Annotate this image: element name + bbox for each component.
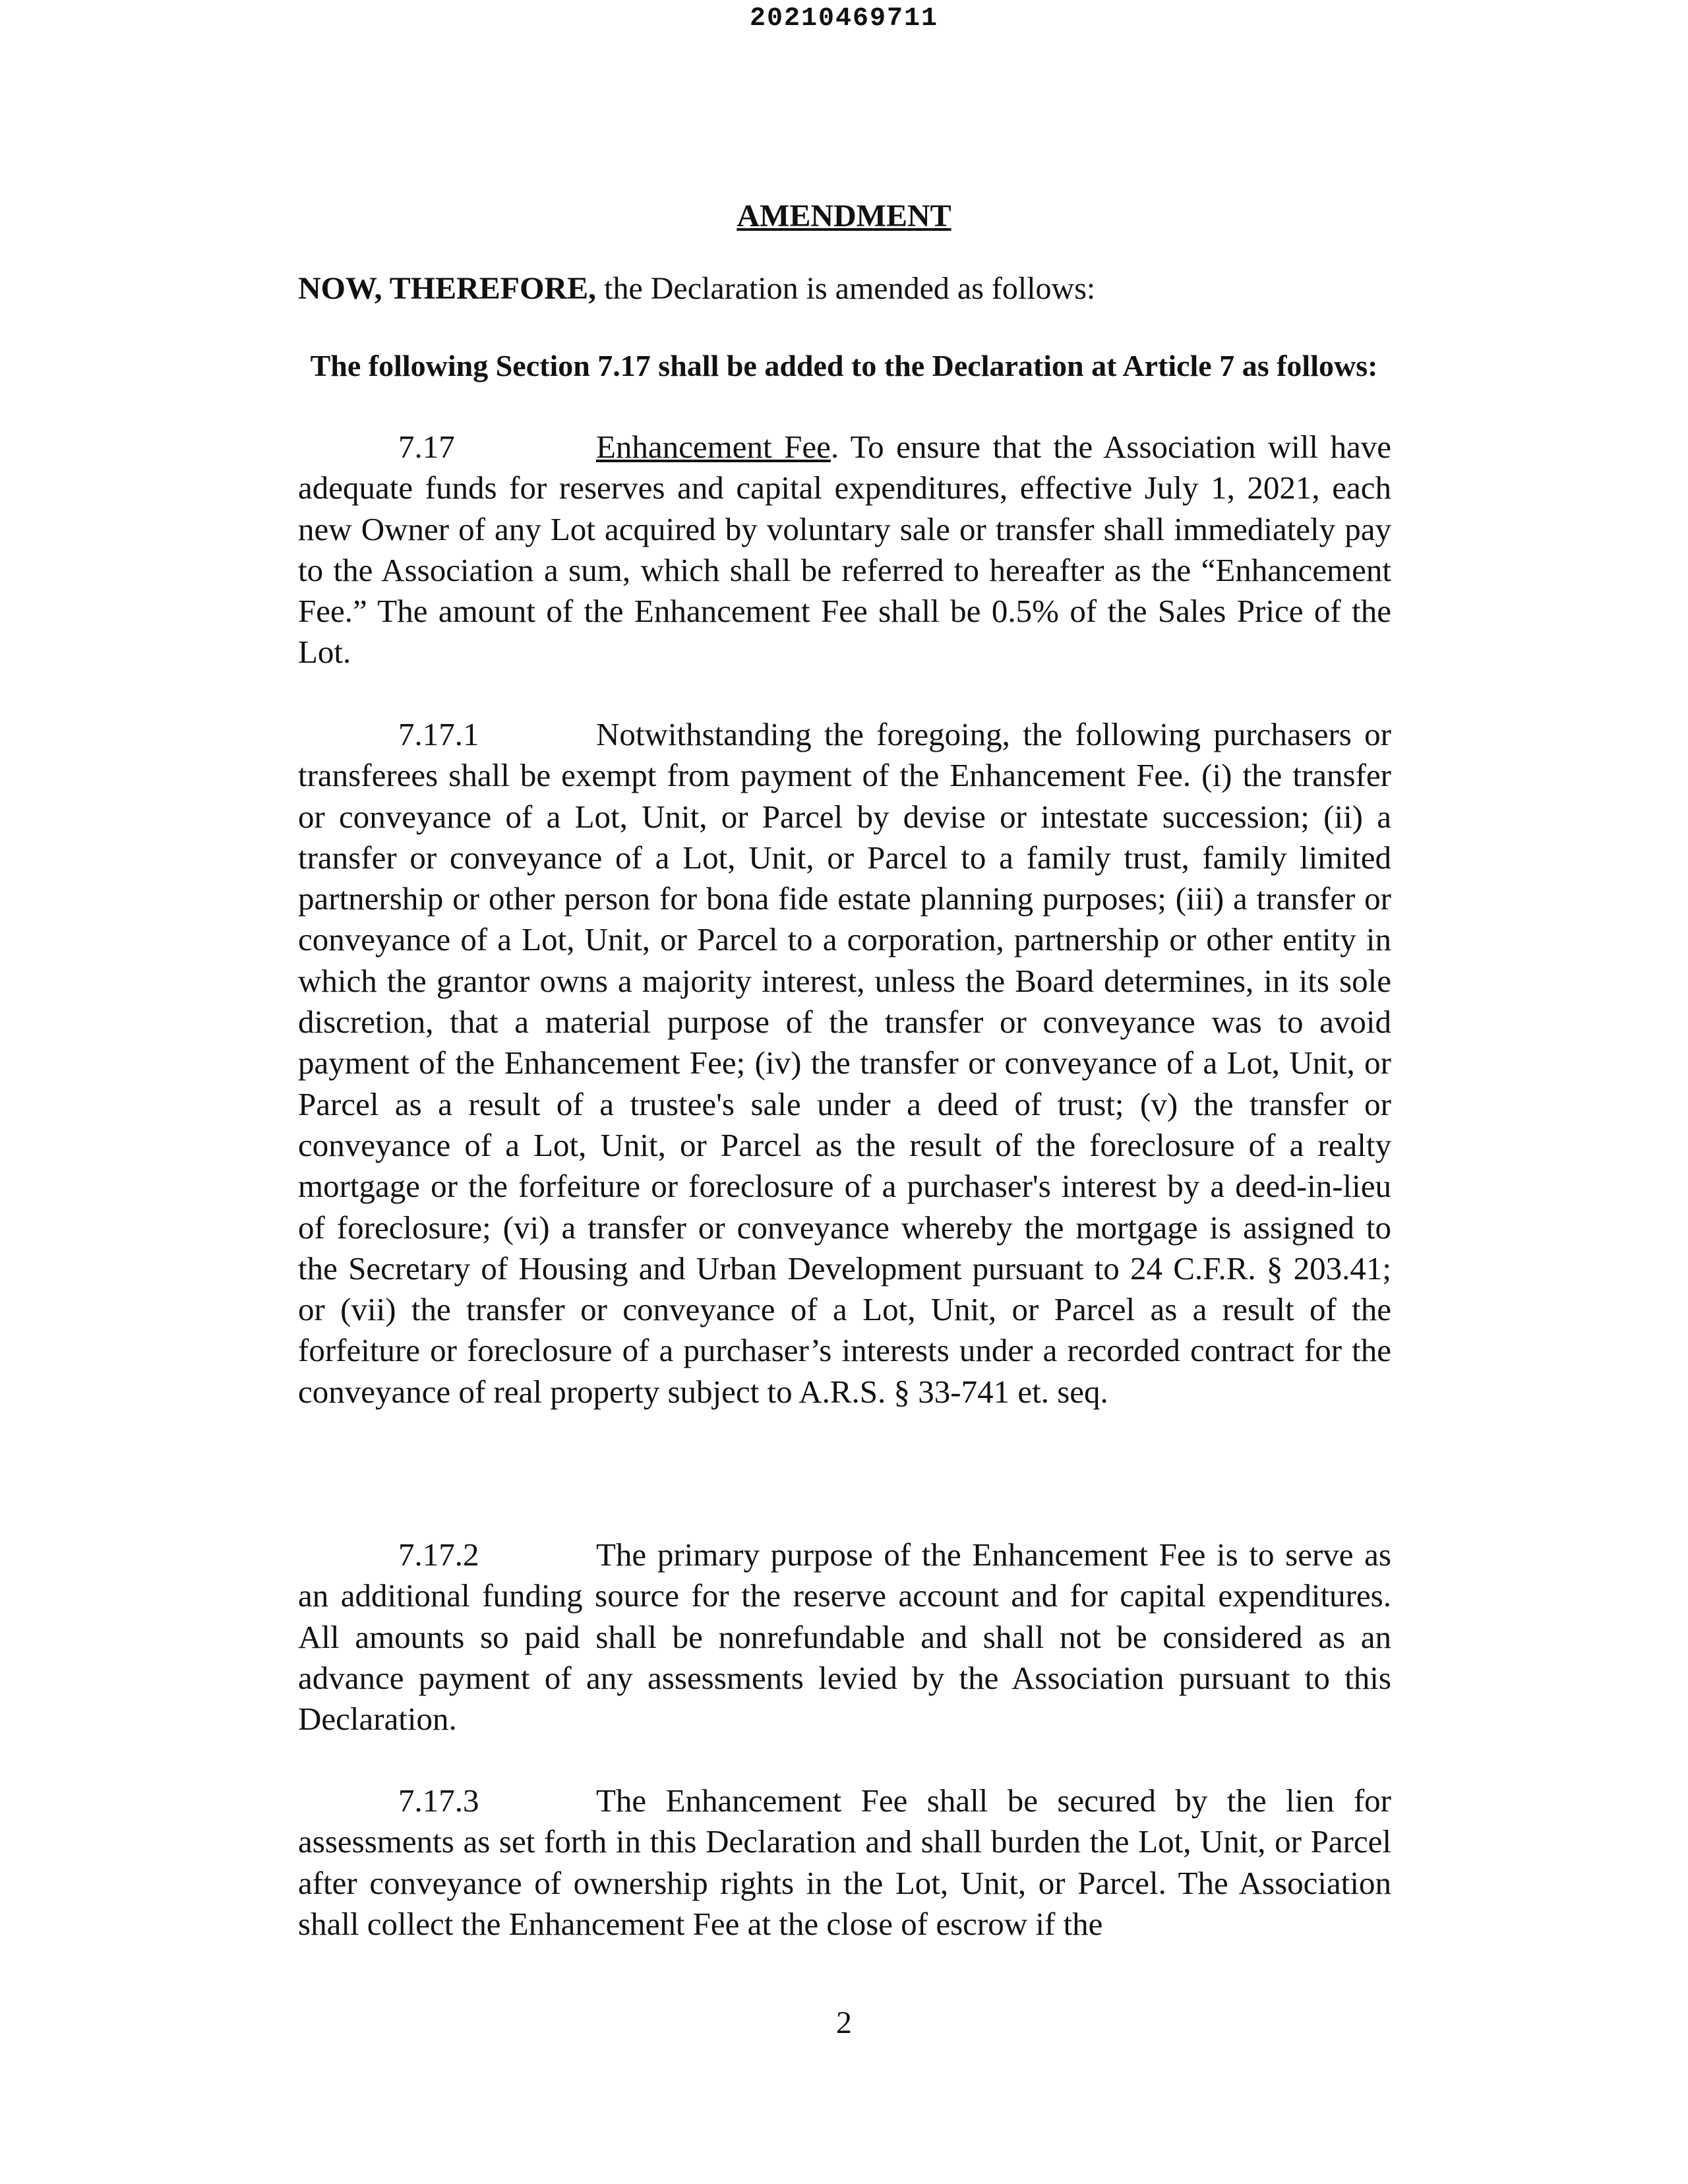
page-number: 2 <box>836 2005 852 2040</box>
intro-text: the Declaration is amended as follows: <box>596 271 1096 306</box>
recording-number: 20210469711 <box>749 4 939 34</box>
section-number: 7.17.3 <box>398 1782 479 1819</box>
section-number: 7.17 <box>398 429 455 465</box>
intro-bold-lead: NOW, THEREFORE, <box>298 271 597 306</box>
section-text: Notwithstanding the foregoing, the following purchasers or transferees shall be exempt from payment of the Enhancement Fee. (i) the transfer or conveyance of a Lot, Unit, or Parcel by devise or intestate succession; (ii) a transfer or conveyance of a Lot, Unit, or Parcel to a family trust, family limited partnership or other person for bona fide estate planning purposes; (iii) a transfer or conveyance of a Lot, Unit, or Parcel to a corporation, partnership or other entity in which the grantor owns a majority interest, unless the Board determines, in its sole discretion, that a material purpose of the transfer or conveyance was to avoid payment of the Enhancement Fee; (iv) the transfer or conveyance of a Lot, Unit, or Parcel as a result of a trustee's sale under a deed of trust; (v) the transfer or conveyance of a Lot, Unit, or Parcel as the result of the foreclosure of a realty mortgage or the forfeiture or foreclosure of a purchaser's interest by a deed-in-lieu of foreclosure; (vi) a transfer or conveyance whereby the mortgage is assigned to the Secretary of Housing and Urban Development pursuant to 24 C.F.R. § 203.41; or (vii) the transfer or conveyance of a Lot, Unit, or Parcel as a result of the forfeiture or foreclosure of a purchaser’s interests under a recorded contract for the conveyance of real property subject to A.R.S. § 33-741 et. seq. <box>298 716 1391 1410</box>
document-title: AMENDMENT <box>737 198 951 233</box>
section-text: The Enhancement Fee shall be secured by the lien for assessments as set forth in this Declaration and shall burden the Lot, Unit, or Parcel after conveyance of ownership rights in the Lot, Unit, or Parcel. The Association shall collect the Enhancement Fee at the close of escrow if the <box>298 1782 1391 1942</box>
intro-paragraph <box>298 270 1095 307</box>
section-text: . To ensure that the Association will have adequate funds for reserves and capital expenditures, effective July 1, 2021, each new Owner of any Lot acquired by voluntary sale or transfer shall immediately pay to the Association a sum, which shall be referred to hereafter as the “Enhancement Fee.” The amount of the Enhancement Fee shall be 0.5% of the Sales Price of the Lot. <box>298 429 1391 671</box>
section-text: The primary purpose of the Enhancement Fee is to serve as an additional funding source for the reserve account and for capital expenditures. All amounts so paid shall be nonrefundable and shall not be considered as an advance payment of any assessments levied by the Association pursuant to this Declaration. <box>298 1536 1391 1738</box>
section-7-17-3 <box>298 1780 1391 1945</box>
section-7-17 <box>298 427 1391 673</box>
section-number: 7.17.1 <box>398 716 479 752</box>
section-number: 7.17.2 <box>398 1536 479 1573</box>
section-lead-in: The following Section 7.17 shall be added to the Declaration at Article 7 as follows: <box>310 349 1378 382</box>
section-7-17-2 <box>298 1534 1391 1740</box>
section-7-17-1 <box>298 714 1391 1412</box>
section-heading: Enhancement Fee <box>596 429 831 465</box>
